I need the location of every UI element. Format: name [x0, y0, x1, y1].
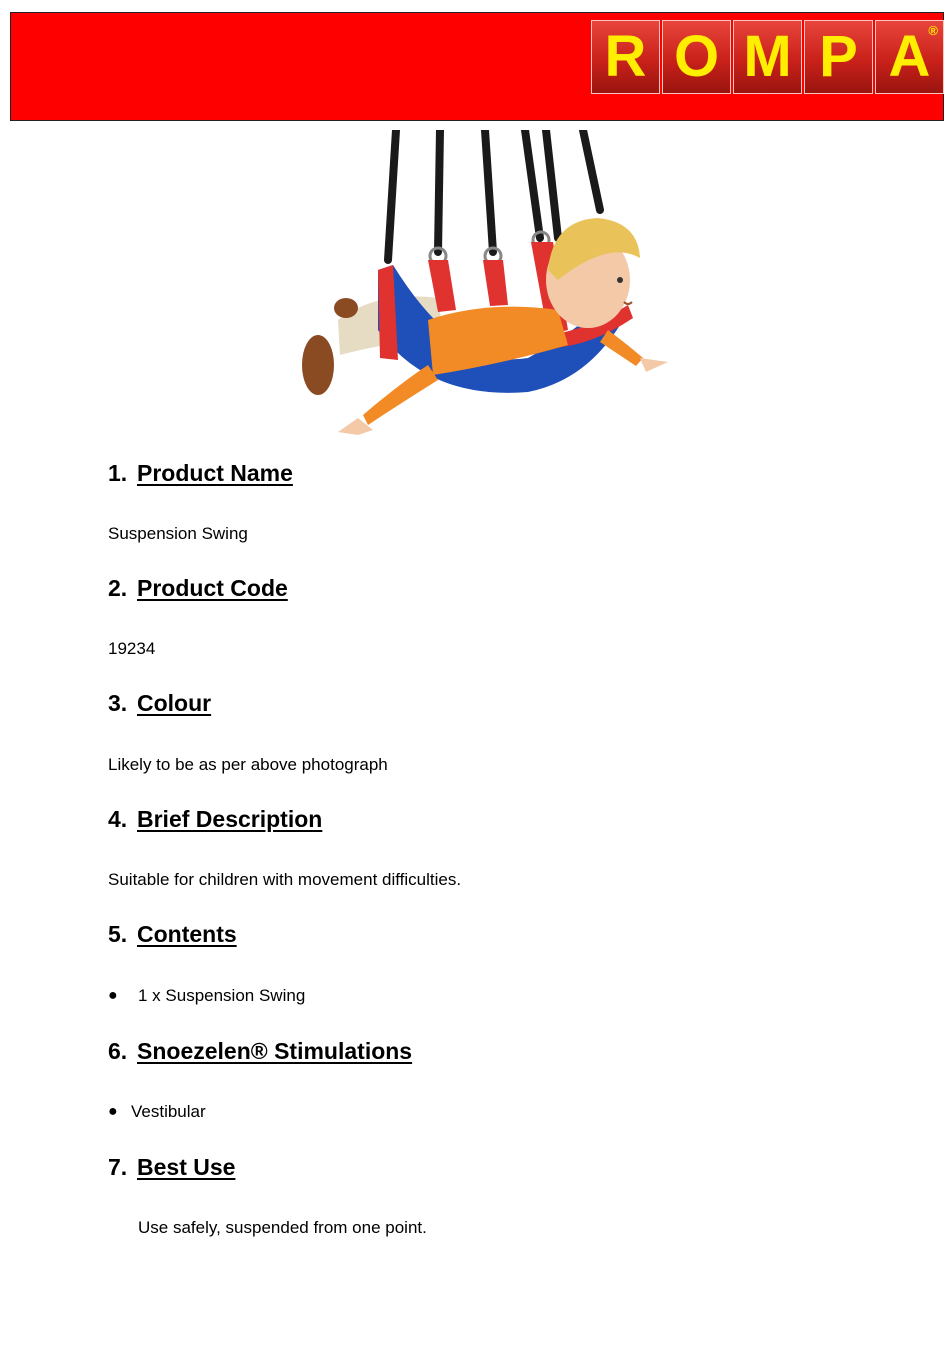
section-number: 7.	[108, 1154, 128, 1180]
section-number: 3.	[108, 690, 128, 716]
product-code-value: 19234	[108, 639, 156, 658]
logo-letter-last: A ®	[875, 20, 944, 94]
header-band	[10, 12, 944, 121]
product-photo	[228, 130, 726, 452]
bullet-icon: ●	[108, 1103, 118, 1120]
product-name-value: Suspension Swing	[108, 524, 248, 543]
section-number: 6.	[108, 1038, 128, 1064]
rompa-logo	[591, 20, 944, 94]
registered-mark: ®	[928, 23, 938, 38]
section-number: 5.	[108, 921, 128, 947]
section-contents	[108, 921, 237, 948]
logo-letter: P	[804, 20, 873, 94]
section-number: 1.	[108, 460, 128, 486]
section-title: Brief Description	[137, 806, 323, 832]
contents-list-item: ● 1 x Suspension Swing	[108, 986, 306, 1005]
section-title: Product Code	[137, 575, 288, 601]
logo-letter: M	[733, 20, 802, 94]
section-title: Product Name	[137, 460, 293, 486]
section-brief-description	[108, 806, 322, 833]
child-shoe	[302, 335, 334, 395]
section-best-use	[108, 1154, 235, 1181]
section-title: Snoezelen® Stimulations	[137, 1038, 413, 1064]
brief-description-value: Suitable for children with movement difficulties.	[108, 870, 462, 889]
section-colour	[108, 690, 211, 717]
logo-letter: R	[591, 20, 660, 94]
colour-value: Likely to be as per above photograph	[108, 755, 388, 774]
logo-letter: O	[662, 20, 731, 94]
section-number: 2.	[108, 575, 128, 601]
section-title: Best Use	[137, 1154, 236, 1180]
section-number: 4.	[108, 806, 128, 832]
best-use-value: Use safely, suspended from one point.	[138, 1218, 427, 1237]
section-product-name	[108, 460, 293, 487]
section-snoezelen-stimulations	[108, 1038, 412, 1065]
section-product-code	[108, 575, 288, 602]
bullet-icon: ●	[108, 987, 118, 1004]
section-title: Colour	[137, 690, 212, 716]
stimulations-list-item: ● Vestibular	[108, 1102, 206, 1121]
section-title: Contents	[137, 921, 237, 947]
